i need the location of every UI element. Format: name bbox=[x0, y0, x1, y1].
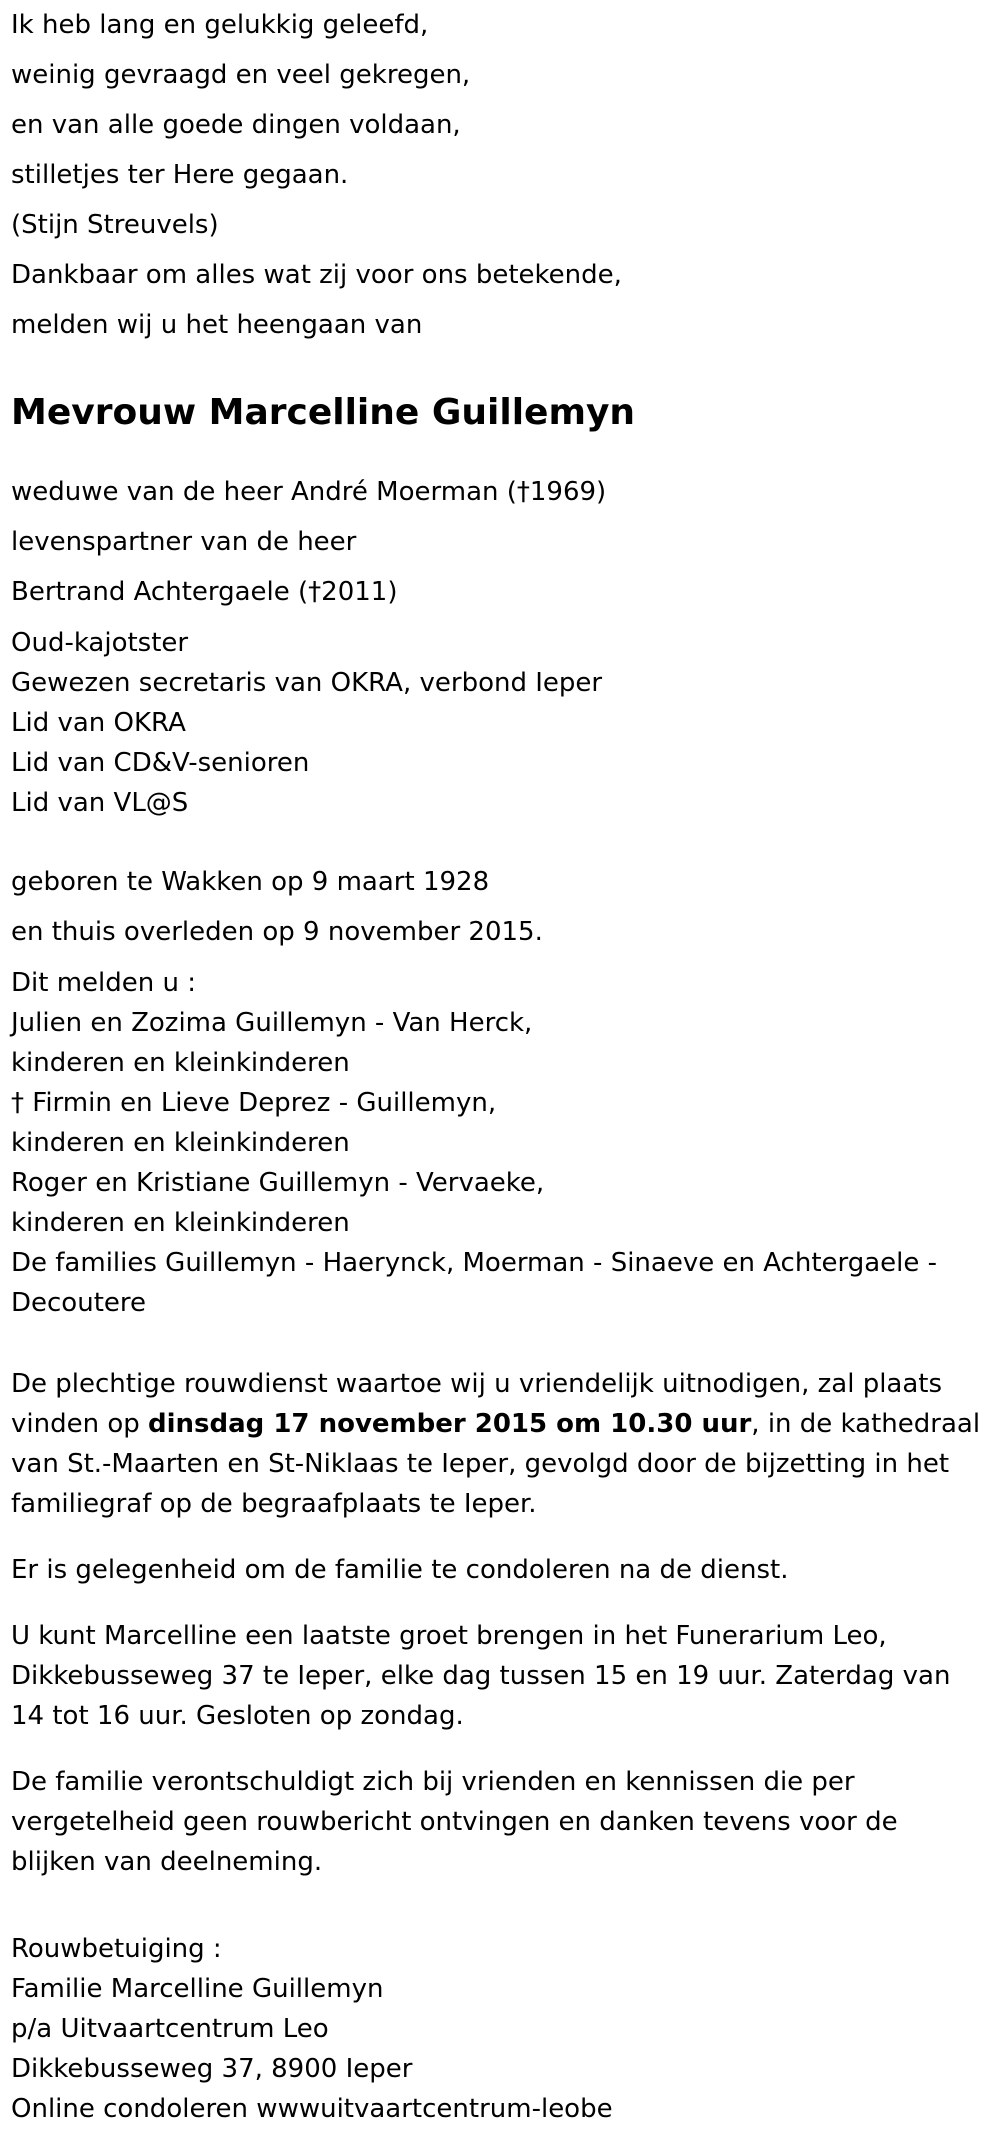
family-line: De families Guillemyn - Haerynck, Moerman - Sinaeve en Achtergaele - bbox=[11, 1248, 938, 1278]
spacer bbox=[11, 824, 990, 864]
membership-line: Lid van CD&V-senioren bbox=[11, 748, 310, 778]
membership-line: Gewezen secretaris van OKRA, verbond Ieper bbox=[11, 668, 603, 698]
birth-death bbox=[11, 864, 990, 964]
service-rest: , in de kathedraal van St.-Maarten en St-Niklaas te Ieper, gevolgd door de bijzetting in het familiegraf op de begraafplaats te Ieper. bbox=[11, 1409, 981, 1519]
family-line: Julien en Zozima Guillemyn - Van Herck, bbox=[11, 1008, 533, 1038]
spacer bbox=[11, 1324, 990, 1364]
service-date-time: dinsdag 17 november 2015 om 10.30 uur bbox=[148, 1409, 752, 1439]
poem-line: weinig gevraagd en veel gekregen, bbox=[11, 60, 471, 90]
family-line: Decoutere bbox=[11, 1288, 147, 1318]
poem-author: (Stijn Streuvels) bbox=[11, 210, 219, 240]
poem-line: stilletjes ter Here gegaan. bbox=[11, 160, 349, 190]
contact-online: Online condoleren wwwuitvaartcentrum-leobe bbox=[11, 2094, 613, 2124]
death-line: en thuis overleden op 9 november 2015. bbox=[11, 917, 543, 947]
relation-line: Bertrand Achtergaele (†2011) bbox=[11, 577, 398, 607]
family-line: kinderen en kleinkinderen bbox=[11, 1048, 350, 1078]
deceased-name: Mevrouw Marcelline Guillemyn bbox=[11, 392, 636, 433]
condolence-note: Er is gelegenheid om de familie te condoleren na de dienst. bbox=[11, 1555, 789, 1585]
relations bbox=[11, 474, 990, 624]
contact-line: Familie Marcelline Guillemyn bbox=[11, 1974, 384, 2004]
poem-line: en van alle goede dingen voldaan, bbox=[11, 110, 461, 140]
visit-note: U kunt Marcelline een laatste groet brengen in het Funerarium Leo, Dikkebusseweg 37 te Ieper, elke dag tussen 15 en 19 uur. Zaterdag van 14 tot 16 uur. Gesloten op zondag. bbox=[11, 1621, 951, 1731]
apology-note: De familie verontschuldigt zich bij vrienden en kennissen die per vergetelheid geen rouwbericht ontvingen en danken tevens voor de blijken van deelneming. bbox=[11, 1767, 898, 1877]
relation-line: levenspartner van de heer bbox=[11, 527, 357, 557]
spacer bbox=[11, 1890, 990, 1930]
contact-heading: Rouwbetuiging : bbox=[11, 1934, 222, 1964]
family-line: kinderen en kleinkinderen bbox=[11, 1208, 350, 1238]
membership-line: Lid van VL@S bbox=[11, 788, 189, 818]
service-lead: De plechtige rouwdienst waartoe wij u vriendelijk uitnodigen, zal plaats vinden op bbox=[11, 1369, 943, 1439]
contact-line: Dikkebusseweg 37, 8900 Ieper bbox=[11, 2054, 413, 2084]
poem-line: Dankbaar om alles wat zij voor ons betekende, bbox=[11, 260, 622, 290]
family-line: † Firmin en Lieve Deprez - Guillemyn, bbox=[11, 1088, 497, 1118]
poem bbox=[11, 0, 990, 357]
membership-line: Oud-kajotster bbox=[11, 628, 189, 658]
relation-line: weduwe van de heer André Moerman (†1969) bbox=[11, 477, 607, 507]
contact-block bbox=[11, 1930, 990, 2130]
family-line: kinderen en kleinkinderen bbox=[11, 1128, 350, 1158]
contact-line: p/a Uitvaartcentrum Leo bbox=[11, 2014, 329, 2044]
memberships bbox=[11, 624, 990, 824]
family-list bbox=[11, 964, 990, 1324]
birth-line: geboren te Wakken op 9 maart 1928 bbox=[11, 867, 490, 897]
membership-line: Lid van OKRA bbox=[11, 708, 186, 738]
poem-line: melden wij u het heengaan van bbox=[11, 310, 423, 340]
service-paragraph bbox=[11, 1364, 990, 1524]
poem-line: Ik heb lang en gelukkig geleefd, bbox=[11, 10, 429, 40]
family-line: Roger en Kristiane Guillemyn - Vervaeke, bbox=[11, 1168, 545, 1198]
family-intro: Dit melden u : bbox=[11, 968, 196, 998]
